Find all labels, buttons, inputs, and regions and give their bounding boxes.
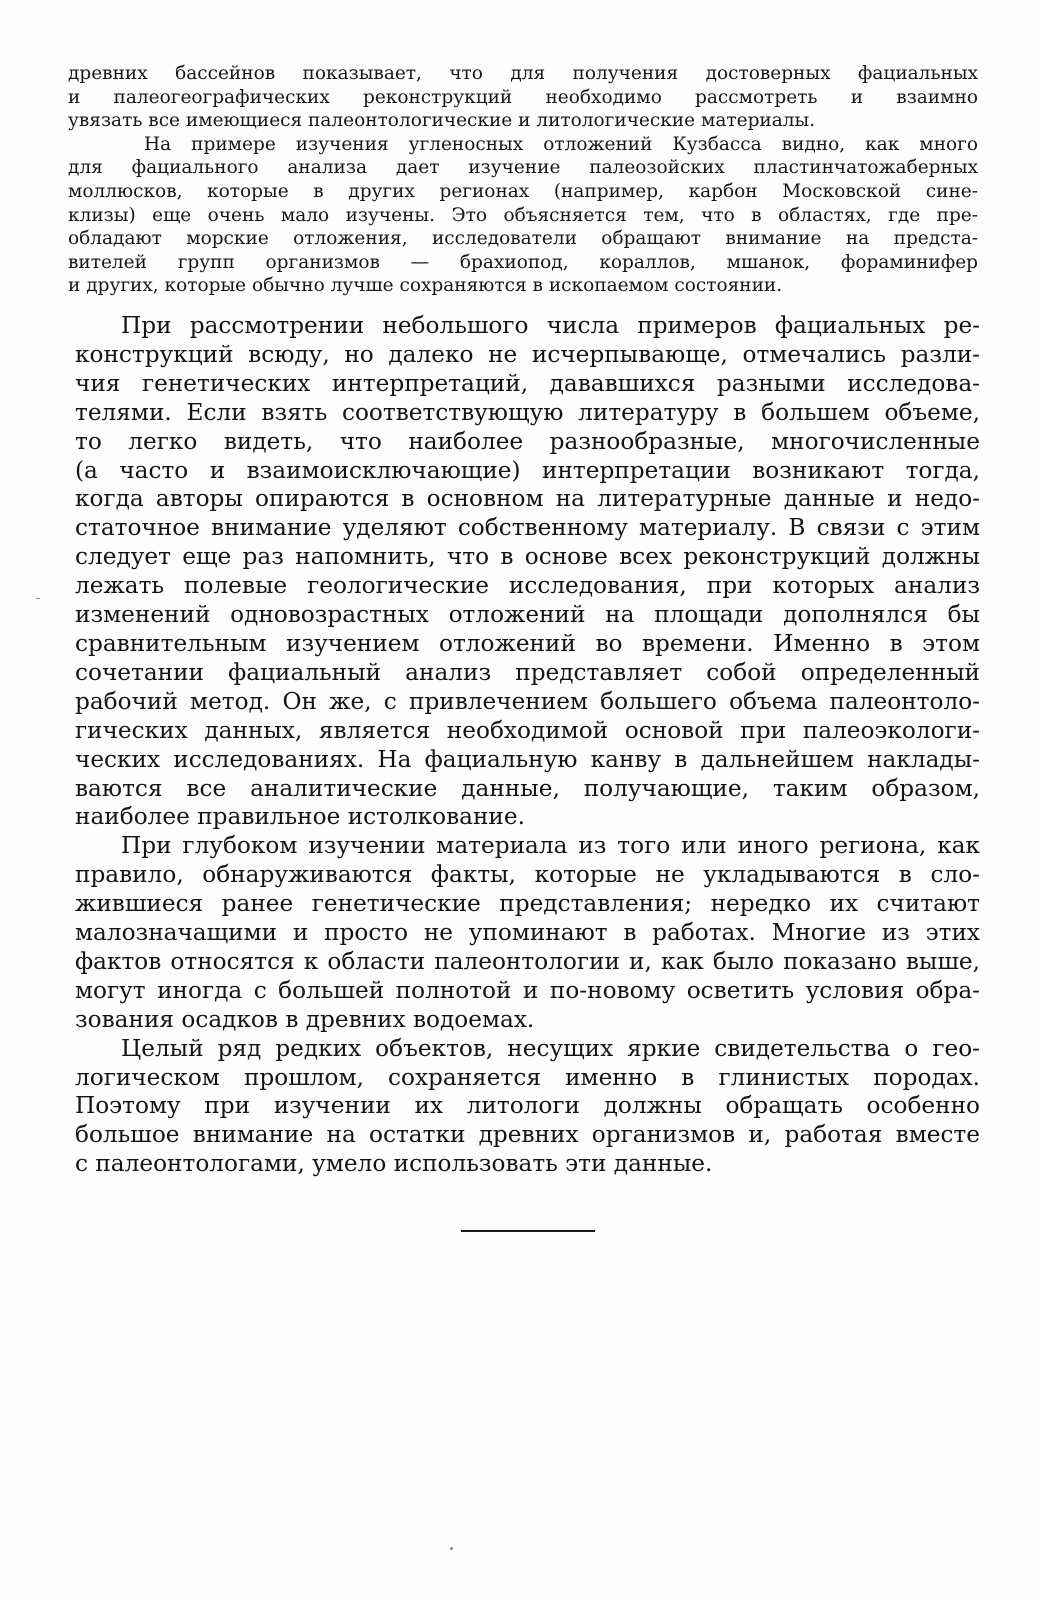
text-line: При рассмотрении небольшого числа примеров фациальных ре- — [121, 312, 980, 339]
text-line: для фациального анализа дает изучение палеозойских пластинчатожаберных — [68, 157, 978, 179]
text-line: логическом прошлом, сохраняется именно в глинистых породах. — [75, 1063, 980, 1091]
text-line: На примере изучения угленосных отложений Кузбасса видно, как много — [144, 133, 978, 155]
text-line: ческих исследованиях. На фациальную канву в дальнейшем наклады- — [75, 745, 980, 773]
text-line: и других, которые обычно лучше сохраняются в ископаемом состоянии. — [68, 275, 783, 297]
text-line: конструкций всюду, но далеко не исчерпывающе, отмечались разли- — [75, 340, 980, 368]
text-line: фактов относятся к области палеонтологии и, как было показано выше, — [75, 947, 980, 975]
text-line: то легко видеть, что наиболее разнообразные, многочисленные — [75, 427, 980, 455]
small-paragraph-1 — [68, 62, 978, 133]
text-line: с палеонтологами, умело использовать эти данные. — [75, 1150, 713, 1178]
text-line: лежать полевые геологические исследования, при которых анализ — [75, 572, 980, 600]
text-line: изменений одновозрастных отложений на площади дополнялся бы — [75, 601, 980, 629]
scan-mark — [36, 598, 40, 599]
text-line: сочетании фациальный анализ представляет собой определенный — [75, 658, 980, 686]
text-line: могут иногда с большей полнотой и по-новому осветить условия обра- — [75, 976, 980, 1004]
text-line: правило, обнаруживаются факты, которые не укладываются в сло- — [75, 861, 980, 889]
text-line: статочное внимание уделяют собственному материалу. В связи с этим — [75, 514, 980, 542]
text-line: вителей групп организмов — брахиопод, кораллов, мшанок, фораминифер — [68, 251, 978, 273]
main-paragraph-3 — [75, 1035, 980, 1180]
text-line: наиболее правильное истолкование. — [75, 803, 525, 831]
text-line: чия генетических интерпретаций, дававшихся разными исследова- — [75, 369, 980, 397]
small-print-section — [68, 62, 978, 298]
text-line: моллюсков, которые в других регионах (например, карбон Московской сине- — [68, 180, 978, 202]
text-line: ваются все аналитические данные, получающие, таким образом, — [75, 774, 980, 802]
main-text-section — [75, 312, 980, 1179]
text-line: большое внимание на остатки древних организмов и, работая вместе — [75, 1121, 980, 1149]
text-line: следует еще раз напомнить, что в основе всех реконструкций должны — [75, 543, 980, 571]
text-line: обладают морские отложения, исследователи обращают внимание на предста- — [68, 228, 978, 250]
main-paragraph-1 — [75, 312, 980, 832]
text-line: сравнительным изучением отложений во времени. Именно в этом — [75, 629, 980, 657]
text-line: жившиеся ранее генетические представления; нередко их считают — [75, 890, 980, 918]
text-line: зования осадков в древних водоемах. — [75, 1005, 535, 1033]
section-end-rule — [461, 1230, 595, 1232]
text-line: (а часто и взаимоисключающие) интерпретации возникают тогда, — [75, 456, 980, 484]
text-line: когда авторы опираются в основном на литературные данные и недо- — [75, 485, 980, 513]
text-line: увязать все имеющиеся палеонтологические и литологические материалы. — [68, 110, 816, 132]
text-line: и палеогеографических реконструкций необходимо рассмотреть и взаимно — [68, 86, 978, 108]
small-paragraph-2 — [68, 133, 978, 298]
text-line: рабочий метод. Он же, с привлечением большего объема палеонтоло- — [75, 687, 980, 715]
scan-dot — [450, 1547, 453, 1550]
text-line: древних бассейнов показывает, что для получения достоверных фациальных — [68, 63, 978, 84]
text-line: Целый ряд редких объектов, несущих яркие свидетельства о гео- — [121, 1034, 980, 1062]
text-line: клизы) еще очень мало изучены. Это объясняется тем, что в областях, где пре- — [68, 204, 978, 226]
main-paragraph-2 — [75, 832, 980, 1034]
text-line: телями. Если взять соответствующую литературу в большем объеме, — [75, 398, 980, 426]
text-line: гических данных, является необходимой основой при палеоэкологи- — [75, 716, 980, 744]
text-line: При глубоком изучении материала из того или иного региона, как — [121, 832, 980, 860]
text-line: малозначащими и просто не упоминают в работах. Многие из этих — [75, 919, 980, 947]
text-line: Поэтому при изучении их литологи должны обращать особенно — [75, 1092, 980, 1120]
